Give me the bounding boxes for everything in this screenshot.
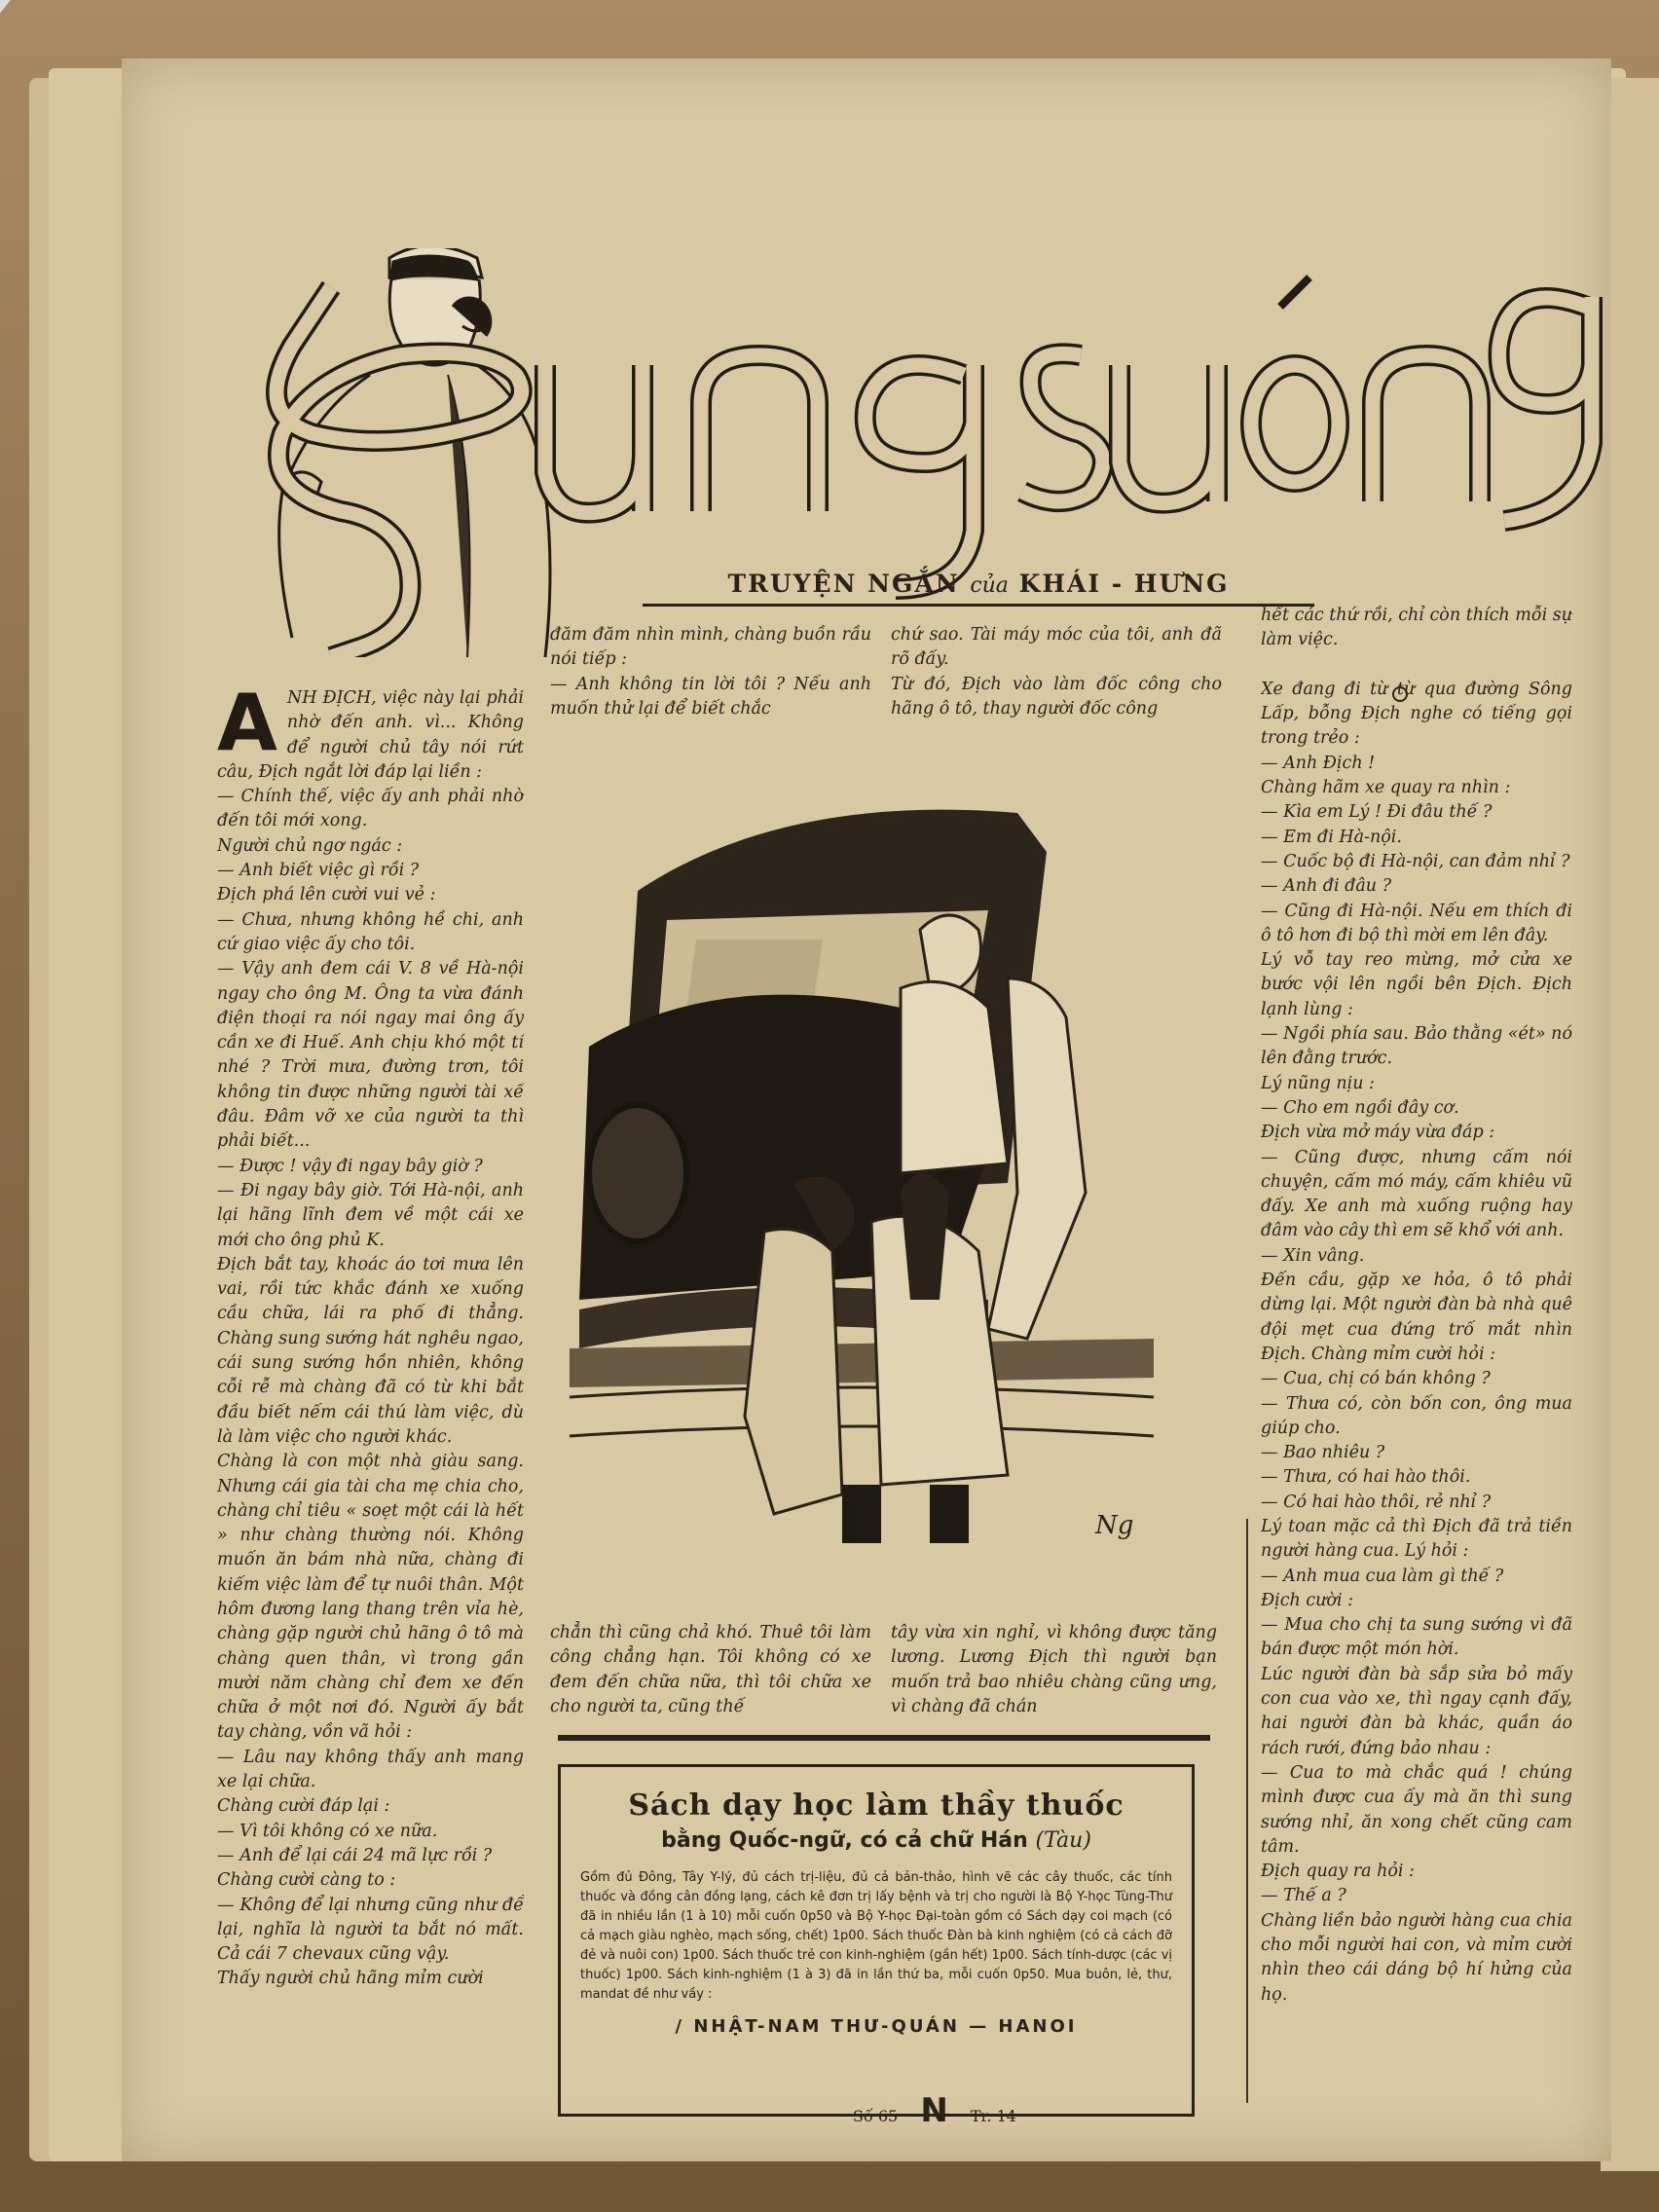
column-rule <box>1246 1519 1248 2103</box>
column-1 <box>217 686 524 2093</box>
ad-title: Sách dạy học làm thầy thuốc <box>628 1788 1124 1823</box>
magazine-page <box>122 58 1611 2161</box>
ad-subtitle-text: bằng Quốc-ngữ, có cả chữ Hán <box>661 1828 1028 1853</box>
magazine-logo: N <box>920 2091 948 2130</box>
column-3-top <box>891 623 1222 750</box>
issue-number: Số 65 <box>853 2107 899 2125</box>
section-break-mark <box>1392 686 1408 702</box>
column-1-text: NH ĐỊCH, việc này lại phải nhờ đến anh. vì... Không để người chủ tây nói rứt câu, Địch ngắt lời đáp lại liền : — Chính thế, việc ấy anh phải nhờ đến tôi mới xong. Người chủ ngơ ngác : — Anh biết việc gì rồi ? Địch phá lên cười vui vẻ : — Chưa, nhưng không hề chi, anh cứ giao việc ấy cho tôi. — Vậy anh đem cái V. 8 về Hà-nội ngay cho ông M. Ông ta vừa đánh điện thoại ra nói ngay mai ông ấy cần xe đi Huế. Anh chịu khó một tí nhé ? Trời mưa, đường trơn, tôi không tin được những người tài xế đâu. Đâm vỡ xe của người ta thì phải biết... — Được ! vậy đi ngay bây giờ ? — Đi ngay bây giờ. Tới Hà-nội, anh lại hãng lĩnh đem về một cái xe mới cho ông phủ K. Địch bắt tay, khoác áo tơi mưa lên vai, rồi tức khắc đánh xe xuống cầu chữa, lái ra phố đi thẳng. Chàng sung sướng hát nghêu ngao, cái sung sướng hồn nhiên, không cỗi rễ mà chàng đã có từ khi bắt đầu biết nếm cái thú làm việc, dù là làm việc cho người khác. Chàng là con một nhà giàu sang. Nhưng cái gia tài cha mẹ chia cho, chàng chỉ tiêu « soẹt một cái là hết » như chàng thường nói. Không muốn ăn bám nhà nữa, chàng đi kiếm việc làm để tự nuôi thân. Một hôm đương lang thang trên vỉa hè, chàng gặp người chủ hãng ô tô mà chàng quen thân, vì trong gần mười năm chàng chỉ đem xe đến chữa ở một nơi đó. Người ấy bắt tay chàng, vồn vã hỏi : — Lâu nay không thấy anh mang xe lại chữa. Chàng cười đáp lại : — Vì tôi không có xe nữa. — Anh để lại cái 24 mã lực rồi ? Chàng cười càng to : — Không để lại nhưng cũng như để lại, nghĩa là người ta bắt nó mất. Cả cái 7 chevaux cũng vậy. Thấy người chủ hãng mỉm cười <box>217 688 524 1989</box>
column-3-bottom <box>891 1621 1217 1728</box>
page-footer <box>774 2091 1095 2130</box>
column-3-top-text: chứ sao. Tài máy móc của tôi, anh đã rõ đấy. Từ đó, Địch vào làm đốc công cho hãng ô tô, thay người đốc công <box>891 625 1222 719</box>
byline-label: TRUYỆN NGẮN <box>727 570 960 598</box>
ad-body: Gồm đủ Đông, Tây Y-lý, đủ cách trị-liệu, đủ cả bản-thảo, hình vẽ các cây thuốc, các tính thuốc và đồng cân đồng lạng, cách kê đơn trị lấy bệnh và trị cho người là Bộ Y-học Tùng-Thư đã in nhiều lần (1 à 10) mỗi cuốn 0p50 và Bộ Y-học Đại-toàn gồm có Sách dạy coi mạch (có cả mạch giàu nghèo, mạch sống, chết) 1p00. Sách thuốc Đàn bà kinh nghiệm (có cả cách đỡ đẻ và nuôi con) 1p00. Sách thuốc trẻ con kinh-nghiệm (gần hết) 1p00. Sách tính-dược (các vị thuốc) 1p00. Sách kinh-nghiệm (1 à 3) đã in lần thứ ba, mỗi cuốn 0p50. Mua buôn, lẻ, thư, mandat đề như vầy : <box>580 1870 1172 2002</box>
column-3-bottom-text: tây vừa xin nghỉ, vì không được tăng lương. Lương Địch thì người bạn muốn trả bao nhiêu chàng cũng ưng, vì chàng đã chán <box>891 1623 1217 1716</box>
column-2-top <box>550 623 871 750</box>
column-2-top-text: đăm đăm nhìn mình, chàng buồn rầu nói tiếp : — Anh không tin lời tôi ? Nếu anh muốn thử lại để biết chắc <box>550 625 871 719</box>
story-byline <box>643 565 1314 607</box>
ad-publisher: / NHẬT-NAM THƯ-QUÁN — HANOI <box>675 2016 1078 2037</box>
ad-subtitle <box>569 1828 1184 1853</box>
column-4-text: hết các thứ rồi, chỉ còn thích mỗi sự làm việc. Xe đang đi từ từ qua đường Sông Lấp, bỗng Địch nghe có tiếng gọi trong trẻo : — Anh Địch ! Chàng hãm xe quay ra nhìn : — Kìa em Lý ! Đi đâu thế ? — Em đi Hà-nội. — Cuốc bộ đi Hà-nội, can đảm nhỉ ? — Anh đi đâu ? — Cũng đi Hà-nội. Nếu em thích đi ô tô hơn đi bộ thì mời em lên đây. Lý vỗ tay reo mừng, mở cửa xe bước vội lên ngồi bên Địch. Địch lạnh lùng : — Ngồi phía sau. Bảo thằng «ét» nó lên đằng trước. Lý nũng nịu : — Cho em ngồi đây cơ. Địch vừa mở máy vừa đáp : — Cũng được, nhưng cấm nói chuyện, cấm mó máy, cấm khiêu vũ đấy. Xe anh mà xuống ruộng hay đâm vào cây thì em sẽ khổ với anh. — Xin vâng. Đến cầu, gặp xe hỏa, ô tô phải dừng lại. Một người đàn bà nhà quê đội mẹt cua đứng trố mắt nhìn Địch. Chàng mỉm cười hỏi : — Cua, chị có bán không ? — Thưa có, còn bốn con, ông mua giúp cho. — Bao nhiêu ? — Thưa, có hai hào thôi. — Có hai hào thôi, rẻ nhỉ ? Lý toan mặc cả thì Địch đã trả tiền người hàng cua. Lý hỏi : — Anh mua cua làm gì thế ? Địch cười : — Mua cho chị ta sung sướng vì đã bán được một món hời. Lúc người đàn bà sắp sửa bỏ mấy con cua vào xe, thì ngay cạnh đấy, hai người đàn bà khác, quần áo rách rưới, đứng bảo nhau : — Cua to mà chắc quá ! chúng mình được cua ấy mà ăn thì sung sướng nhỉ, ăn xong chết cũng cam tâm. Địch quay ra hỏi : — Thế a ? Chàng liền bảo người hàng cua chia cho mỗi người hai con, và mỉm cười nhìn theo cái dáng bộ hí hửng của họ. <box>1261 606 1572 2005</box>
page-number: Tr. 14 <box>970 2107 1016 2125</box>
column-2-bottom-text: chẳn thì cũng chả khó. Thuê tôi làm công chẳng hạn. Tôi không có xe đem đến chữa nữa, thì tôi chữa xe cho người ta, cũng thế <box>550 1623 871 1716</box>
ad-top-rule <box>558 1735 1210 1741</box>
byline-author: KHÁI - HƯNG <box>1018 570 1230 598</box>
book-advertisement <box>558 1764 1195 2117</box>
byline-of: của <box>970 573 1009 598</box>
car-illustration <box>550 764 1222 1577</box>
column-2-bottom <box>550 1621 871 1728</box>
column-4 <box>1261 604 1572 2103</box>
ad-subtitle-paren: (Tàu) <box>1035 1828 1091 1853</box>
svg-text:Ng: Ng <box>1095 1511 1134 1540</box>
drop-cap: A <box>217 686 277 768</box>
